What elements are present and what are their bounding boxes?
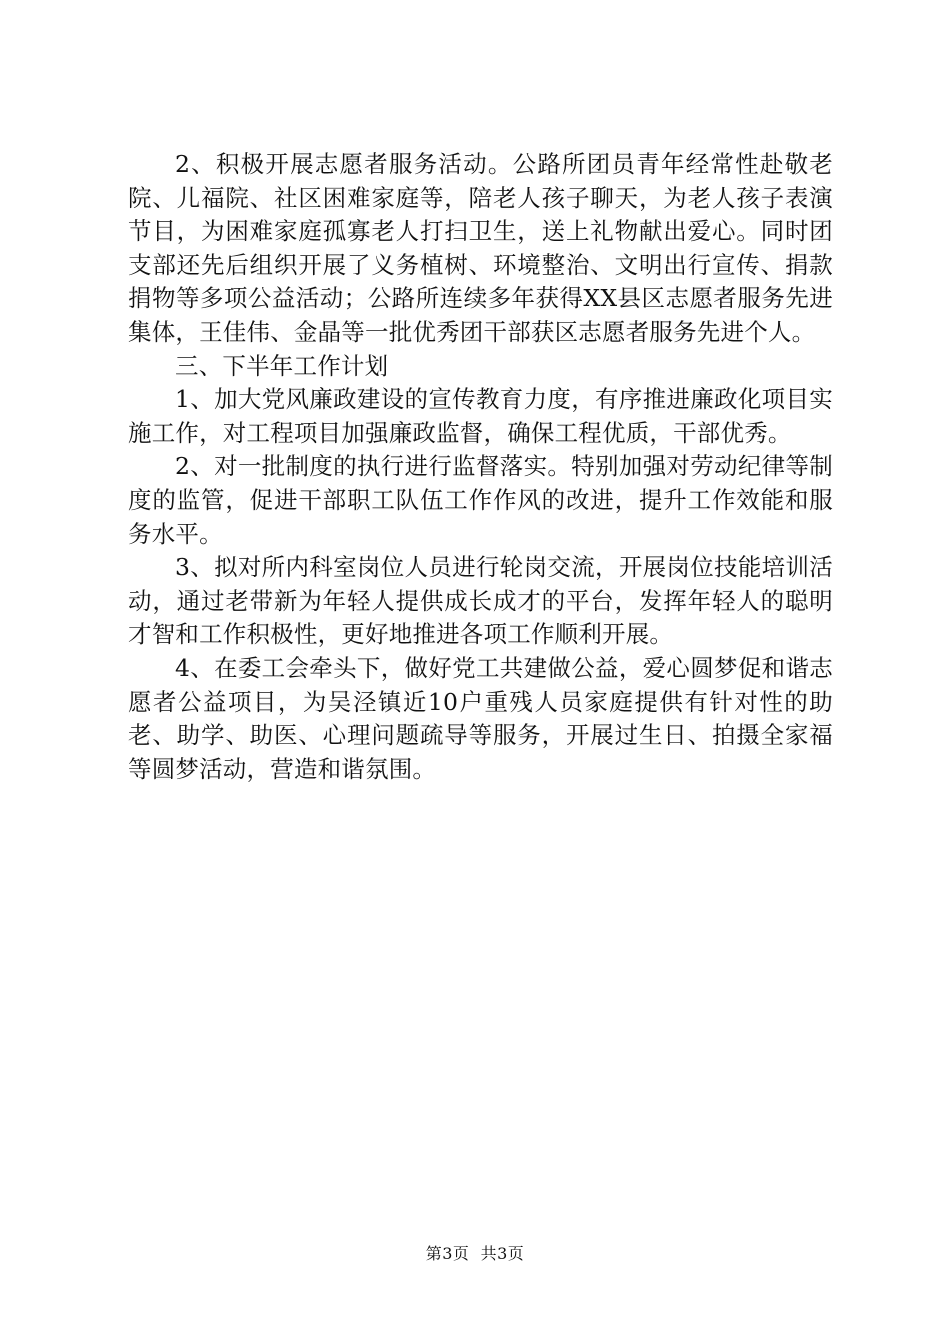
section-heading-second-half-plan: 三、下半年工作计划 [175, 351, 389, 380]
paragraph-plan-item-3: 3、拟对所内科室岗位人员进行轮岗交流，开展岗位技能培训活动，通过老带新为年轻人提供成长成才的平台，发挥年轻人的聪明才智和工作积极性，更好地推进各项工作顺利开展。 [128, 553, 833, 649]
document-body [128, 148, 833, 786]
paragraph-volunteer-service: 2、积极开展志愿者服务活动。公路所团员青年经常性赴敬老院、儿福院、社区困难家庭等，陪老人孩子聊天，为老人孩子表演节目，为困难家庭孤寡老人打扫卫生，送上礼物献出爱心。同时团支部还先后组织开展了义务植树、环境整治、文明出行宣传、捐款捐物等多项公益活动；公路所连续多年获得XX县区志愿者服务先进集体，王佳伟、金晶等一批优秀团干部获区志愿者服务先进个人。 [128, 150, 833, 346]
paragraph-plan-item-1: 1、加大党风廉政建设的宣传教育力度，有序推进廉政化项目实施工作，对工程项目加强廉政监督，确保工程优质，干部优秀。 [128, 385, 833, 447]
paragraph-plan-item-4: 4、在委工会牵头下，做好党工共建做公益，爱心圆梦促和谐志愿者公益项目，为吴泾镇近10户重残人员家庭提供有针对性的助老、助学、助医、心理问题疏导等服务，开展过生日、拍摄全家福等圆梦活动，营造和谐氛围。 [128, 653, 833, 783]
page-total: 共3页 [480, 1244, 525, 1263]
page-footer [0, 1244, 950, 1264]
page-number: 第3页 [425, 1244, 470, 1263]
paragraph-plan-item-2: 2、对一批制度的执行进行监督落实。特别加强对劳动纪律等制度的监管，促进干部职工队伍工作作风的改进，提升工作效能和服务水平。 [128, 452, 833, 548]
